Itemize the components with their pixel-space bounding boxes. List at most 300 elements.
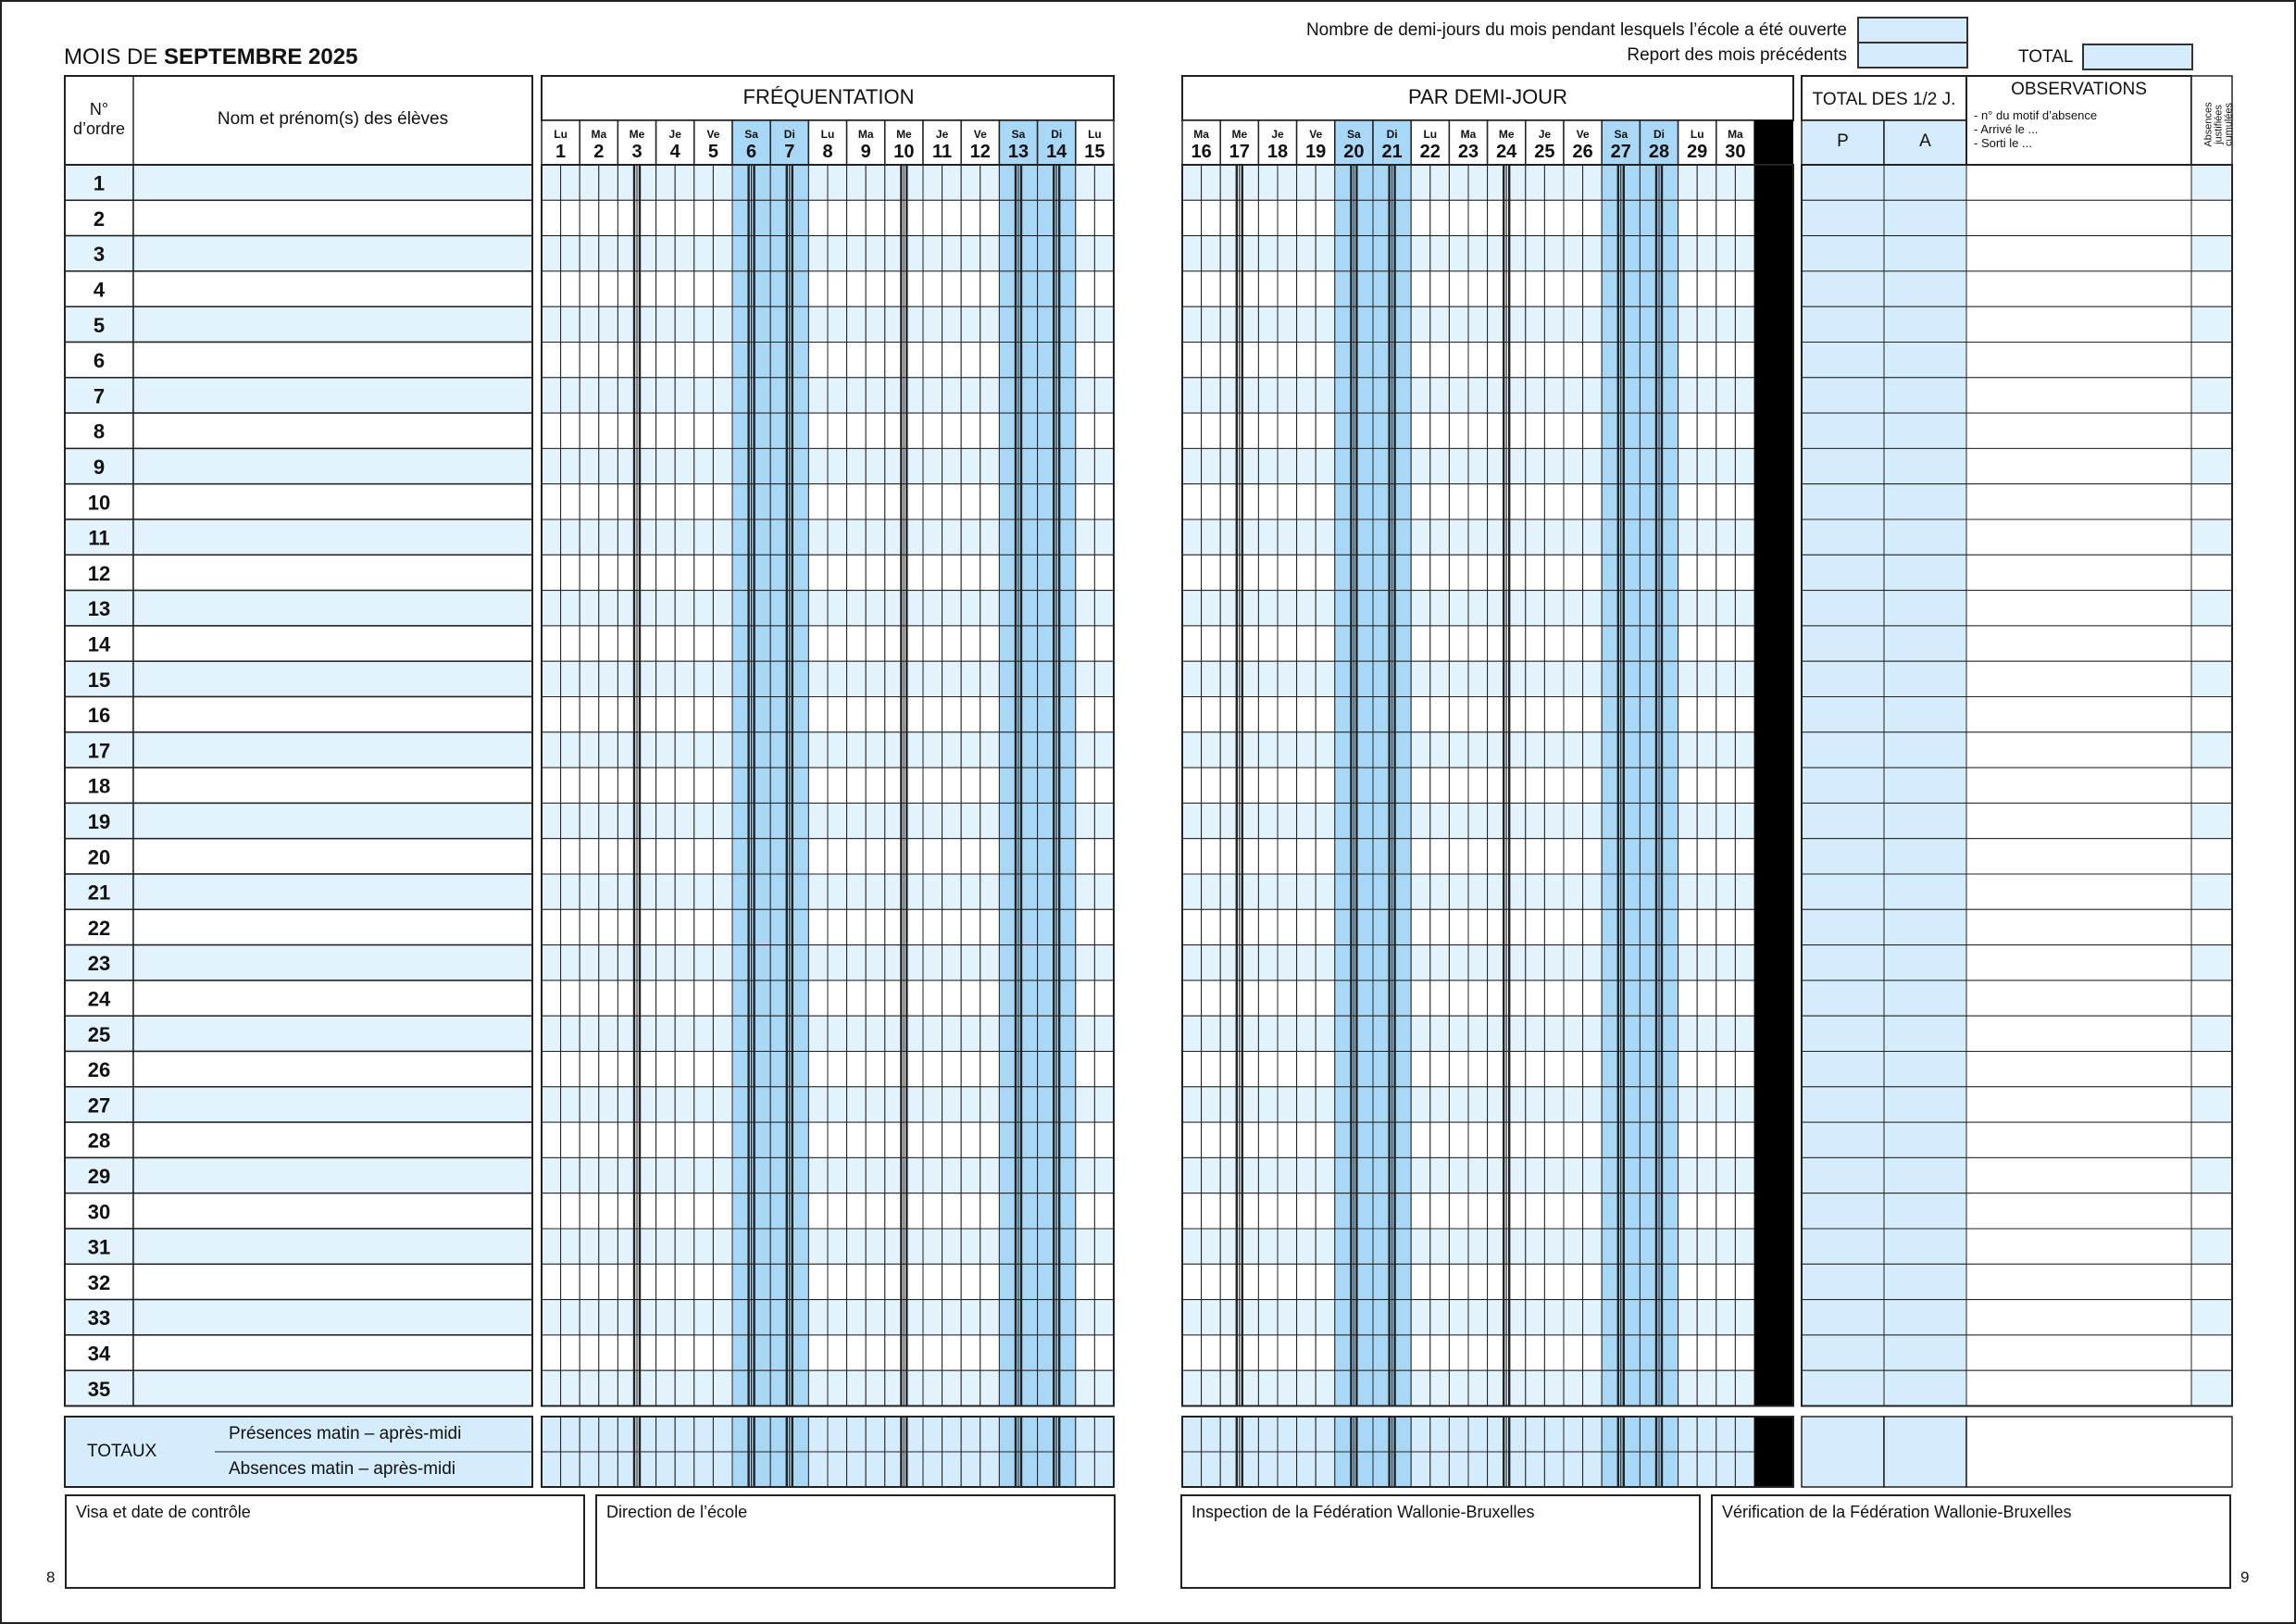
- halfday-cell-pm[interactable]: [599, 909, 618, 944]
- halfday-cell-pm[interactable]: [1583, 165, 1603, 200]
- halfday-cell-pm[interactable]: [1544, 697, 1564, 732]
- halfday-cell-am[interactable]: [808, 1370, 828, 1405]
- halfday-cell-am[interactable]: [961, 839, 980, 874]
- halfday-cell-am[interactable]: [656, 981, 676, 1016]
- halfday-cell-pm[interactable]: [1544, 555, 1564, 590]
- halfday-cell-pm[interactable]: [1094, 661, 1114, 696]
- halfday-cell-pm[interactable]: [980, 661, 1000, 696]
- halfday-cell-am[interactable]: [542, 981, 561, 1016]
- halfday-cell-am[interactable]: [580, 484, 599, 519]
- justified-absence-cell[interactable]: [2191, 732, 2232, 768]
- halfday-cell-am[interactable]: [1182, 378, 1202, 413]
- halfday-cell-pm[interactable]: [1735, 1087, 1754, 1122]
- halfday-cell-am[interactable]: [1258, 1229, 1278, 1264]
- halfday-cell-am[interactable]: [961, 1229, 980, 1264]
- halfday-cell-pm[interactable]: [866, 803, 885, 838]
- halfday-cell-am[interactable]: [1411, 1052, 1430, 1087]
- halfday-cell-am[interactable]: [580, 1087, 599, 1122]
- halfday-cell-pm[interactable]: [713, 1335, 732, 1370]
- halfday-cell-am[interactable]: [694, 591, 714, 626]
- halfday-cell-am[interactable]: [808, 519, 828, 555]
- halfday-cell-pm[interactable]: [980, 1300, 1000, 1335]
- halfday-cell-am[interactable]: [1258, 732, 1278, 768]
- halfday-cell-am[interactable]: [1182, 591, 1202, 626]
- halfday-cell-pm[interactable]: [1316, 945, 1335, 981]
- halfday-cell-am[interactable]: [1076, 1087, 1095, 1122]
- halfday-cell-am[interactable]: [923, 981, 942, 1016]
- halfday-cell-am[interactable]: [1678, 1335, 1698, 1370]
- observation-cell[interactable]: [1966, 271, 2191, 306]
- halfday-cell-am[interactable]: [808, 165, 828, 200]
- halfday-cell-pm[interactable]: [1094, 519, 1114, 555]
- halfday-cell-pm[interactable]: [1430, 661, 1450, 696]
- halfday-cell-pm[interactable]: [1697, 945, 1716, 981]
- halfday-cell-am[interactable]: [1449, 378, 1468, 413]
- halfday-cell-pm[interactable]: [1544, 981, 1564, 1016]
- halfday-cell-pm[interactable]: [1468, 1157, 1488, 1193]
- halfday-cell-pm[interactable]: [828, 909, 847, 944]
- halfday-cell-pm[interactable]: [599, 839, 618, 874]
- halfday-cell-am[interactable]: [656, 626, 676, 661]
- halfday-cell-am[interactable]: [808, 945, 828, 981]
- halfday-cell-pm[interactable]: [599, 413, 618, 448]
- justified-absence-cell[interactable]: [2191, 200, 2232, 235]
- halfday-cell-am[interactable]: [847, 555, 867, 590]
- halfday-cell-am[interactable]: [1258, 236, 1278, 271]
- halfday-cell-am[interactable]: [580, 839, 599, 874]
- halfday-cell-am[interactable]: [847, 661, 867, 696]
- halfday-cell-pm[interactable]: [1468, 555, 1488, 590]
- halfday-cell-am[interactable]: [847, 343, 867, 378]
- halfday-cell-am[interactable]: [1182, 626, 1202, 661]
- halfday-cell-am[interactable]: [694, 555, 714, 590]
- halfday-cell-am[interactable]: [1716, 768, 1736, 803]
- halfday-cell-am[interactable]: [1716, 555, 1736, 590]
- halfday-cell-pm[interactable]: [1583, 591, 1603, 626]
- present-total-cell[interactable]: [1802, 519, 1884, 555]
- halfday-cell-am[interactable]: [1411, 413, 1430, 448]
- halfday-cell-am[interactable]: [694, 448, 714, 483]
- halfday-cell-pm[interactable]: [866, 555, 885, 590]
- halfday-cell-am[interactable]: [1076, 874, 1095, 909]
- student-name-cell[interactable]: [133, 165, 532, 200]
- halfday-cell-pm[interactable]: [1094, 555, 1114, 590]
- halfday-cell-am[interactable]: [1564, 1335, 1583, 1370]
- observation-cell[interactable]: [1966, 626, 2191, 661]
- halfday-cell-am[interactable]: [1678, 1264, 1698, 1299]
- halfday-cell-pm[interactable]: [1583, 378, 1603, 413]
- halfday-cell-pm[interactable]: [1278, 519, 1297, 555]
- halfday-cell-am[interactable]: [961, 1193, 980, 1229]
- halfday-cell-am[interactable]: [1076, 519, 1095, 555]
- halfday-cell-am[interactable]: [656, 1370, 676, 1405]
- observation-cell[interactable]: [1966, 200, 2191, 235]
- halfday-cell-pm[interactable]: [1468, 768, 1488, 803]
- justified-absence-cell[interactable]: [2191, 591, 2232, 626]
- halfday-cell-pm[interactable]: [866, 413, 885, 448]
- halfday-cell-pm[interactable]: [1430, 591, 1450, 626]
- halfday-cell-am[interactable]: [1716, 732, 1736, 768]
- justified-absence-cell[interactable]: [2191, 1264, 2232, 1299]
- halfday-cell-pm[interactable]: [713, 555, 732, 590]
- halfday-cell-pm[interactable]: [1544, 484, 1564, 519]
- halfday-cell-pm[interactable]: [1202, 1016, 1221, 1051]
- halfday-cell-pm[interactable]: [942, 236, 962, 271]
- absent-total-cell[interactable]: [1884, 909, 1966, 944]
- halfday-cell-pm[interactable]: [599, 1016, 618, 1051]
- halfday-cell-am[interactable]: [1526, 839, 1545, 874]
- halfday-cell-am[interactable]: [1564, 200, 1583, 235]
- halfday-cell-pm[interactable]: [1430, 1300, 1450, 1335]
- halfday-cell-pm[interactable]: [1278, 732, 1297, 768]
- halfday-cell-pm[interactable]: [1094, 981, 1114, 1016]
- halfday-cell-pm[interactable]: [561, 165, 580, 200]
- halfday-cell-am[interactable]: [923, 484, 942, 519]
- halfday-cell-pm[interactable]: [866, 343, 885, 378]
- halfday-cell-pm[interactable]: [1430, 165, 1450, 200]
- justified-absence-cell[interactable]: [2191, 626, 2232, 661]
- halfday-cell-pm[interactable]: [1735, 306, 1754, 342]
- halfday-cell-pm[interactable]: [1697, 909, 1716, 944]
- justified-absence-cell[interactable]: [2191, 1052, 2232, 1087]
- halfday-cell-pm[interactable]: [713, 413, 732, 448]
- student-name-cell[interactable]: [133, 697, 532, 732]
- absent-total-cell[interactable]: [1884, 271, 1966, 306]
- present-total-cell[interactable]: [1802, 803, 1884, 838]
- halfday-cell-am[interactable]: [1564, 1264, 1583, 1299]
- halfday-cell-am[interactable]: [1182, 236, 1202, 271]
- halfday-cell-pm[interactable]: [1094, 626, 1114, 661]
- student-name-cell[interactable]: [133, 1087, 532, 1122]
- halfday-cell-am[interactable]: [1678, 874, 1698, 909]
- halfday-cell-pm[interactable]: [828, 1335, 847, 1370]
- halfday-cell-am[interactable]: [1076, 1300, 1095, 1335]
- halfday-cell-am[interactable]: [923, 839, 942, 874]
- halfday-cell-am[interactable]: [847, 874, 867, 909]
- halfday-cell-am[interactable]: [580, 236, 599, 271]
- halfday-cell-am[interactable]: [1449, 200, 1468, 235]
- present-total-cell[interactable]: [1802, 768, 1884, 803]
- halfday-cell-pm[interactable]: [980, 945, 1000, 981]
- halfday-cell-pm[interactable]: [599, 591, 618, 626]
- halfday-cell-am[interactable]: [1678, 661, 1698, 696]
- student-name-cell[interactable]: [133, 1370, 532, 1405]
- halfday-cell-am[interactable]: [580, 1300, 599, 1335]
- halfday-cell-pm[interactable]: [1544, 874, 1564, 909]
- halfday-cell-pm[interactable]: [1697, 626, 1716, 661]
- halfday-cell-am[interactable]: [961, 732, 980, 768]
- halfday-cell-pm[interactable]: [1544, 343, 1564, 378]
- halfday-cell-am[interactable]: [1678, 200, 1698, 235]
- halfday-cell-am[interactable]: [694, 236, 714, 271]
- halfday-cell-am[interactable]: [542, 1193, 561, 1229]
- halfday-cell-am[interactable]: [1678, 448, 1698, 483]
- halfday-cell-pm[interactable]: [866, 1335, 885, 1370]
- halfday-cell-pm[interactable]: [599, 768, 618, 803]
- halfday-cell-pm[interactable]: [1430, 306, 1450, 342]
- halfday-cell-am[interactable]: [1076, 413, 1095, 448]
- halfday-cell-pm[interactable]: [561, 306, 580, 342]
- halfday-cell-pm[interactable]: [866, 945, 885, 981]
- halfday-cell-pm[interactable]: [713, 732, 732, 768]
- halfday-cell-am[interactable]: [961, 874, 980, 909]
- halfday-cell-am[interactable]: [1449, 1016, 1468, 1051]
- present-total-cell[interactable]: [1802, 1157, 1884, 1193]
- halfday-cell-am[interactable]: [1716, 519, 1736, 555]
- justified-absence-cell[interactable]: [2191, 271, 2232, 306]
- halfday-cell-pm[interactable]: [1430, 1016, 1450, 1051]
- halfday-cell-pm[interactable]: [1430, 909, 1450, 944]
- halfday-cell-am[interactable]: [580, 1335, 599, 1370]
- halfday-cell-am[interactable]: [847, 1122, 867, 1157]
- halfday-cell-pm[interactable]: [1583, 732, 1603, 768]
- observation-cell[interactable]: [1966, 1087, 2191, 1122]
- halfday-cell-am[interactable]: [1258, 448, 1278, 483]
- halfday-cell-pm[interactable]: [1468, 697, 1488, 732]
- halfday-cell-am[interactable]: [1258, 768, 1278, 803]
- halfday-cell-pm[interactable]: [1094, 1087, 1114, 1122]
- halfday-cell-pm[interactable]: [828, 1052, 847, 1087]
- halfday-cell-am[interactable]: [808, 909, 828, 944]
- halfday-cell-am[interactable]: [656, 165, 676, 200]
- halfday-cell-am[interactable]: [1526, 519, 1545, 555]
- halfday-cell-pm[interactable]: [713, 271, 732, 306]
- student-name-cell[interactable]: [133, 839, 532, 874]
- halfday-cell-pm[interactable]: [980, 378, 1000, 413]
- halfday-cell-am[interactable]: [923, 1335, 942, 1370]
- halfday-cell-am[interactable]: [542, 732, 561, 768]
- halfday-cell-am[interactable]: [1678, 343, 1698, 378]
- halfday-cell-pm[interactable]: [828, 1229, 847, 1264]
- halfday-cell-pm[interactable]: [713, 200, 732, 235]
- halfday-cell-pm[interactable]: [675, 484, 694, 519]
- halfday-cell-am[interactable]: [808, 803, 828, 838]
- present-total-cell[interactable]: [1802, 1193, 1884, 1229]
- student-name-cell[interactable]: [133, 591, 532, 626]
- halfday-cell-pm[interactable]: [1202, 271, 1221, 306]
- halfday-cell-am[interactable]: [694, 1016, 714, 1051]
- halfday-cell-am[interactable]: [808, 413, 828, 448]
- halfday-cell-am[interactable]: [542, 1370, 561, 1405]
- halfday-cell-am[interactable]: [923, 236, 942, 271]
- observation-cell[interactable]: [1966, 1370, 2191, 1405]
- justified-absence-cell[interactable]: [2191, 448, 2232, 483]
- halfday-cell-pm[interactable]: [1094, 448, 1114, 483]
- halfday-cell-pm[interactable]: [599, 1370, 618, 1405]
- halfday-cell-pm[interactable]: [1094, 484, 1114, 519]
- halfday-cell-pm[interactable]: [828, 1157, 847, 1193]
- halfday-cell-am[interactable]: [1297, 661, 1316, 696]
- halfday-cell-am[interactable]: [1564, 448, 1583, 483]
- halfday-cell-am[interactable]: [1716, 413, 1736, 448]
- halfday-cell-am[interactable]: [847, 768, 867, 803]
- halfday-cell-am[interactable]: [1258, 165, 1278, 200]
- halfday-cell-am[interactable]: [542, 1264, 561, 1299]
- halfday-cell-am[interactable]: [1564, 803, 1583, 838]
- halfday-cell-am[interactable]: [847, 165, 867, 200]
- halfday-cell-pm[interactable]: [599, 236, 618, 271]
- halfday-cell-pm[interactable]: [1316, 909, 1335, 944]
- halfday-cell-pm[interactable]: [1202, 839, 1221, 874]
- halfday-cell-pm[interactable]: [1468, 448, 1488, 483]
- halfday-cell-am[interactable]: [1716, 1087, 1736, 1122]
- halfday-cell-pm[interactable]: [1202, 1335, 1221, 1370]
- halfday-cell-am[interactable]: [580, 661, 599, 696]
- observation-cell[interactable]: [1966, 945, 2191, 981]
- halfday-cell-pm[interactable]: [561, 697, 580, 732]
- present-total-cell[interactable]: [1802, 1122, 1884, 1157]
- student-name-cell[interactable]: [133, 1016, 532, 1051]
- halfday-cell-am[interactable]: [923, 413, 942, 448]
- halfday-cell-pm[interactable]: [1278, 874, 1297, 909]
- halfday-cell-pm[interactable]: [1278, 1193, 1297, 1229]
- halfday-cell-am[interactable]: [1076, 271, 1095, 306]
- halfday-cell-pm[interactable]: [1468, 909, 1488, 944]
- halfday-cell-am[interactable]: [1297, 1370, 1316, 1405]
- halfday-cell-pm[interactable]: [980, 1264, 1000, 1299]
- halfday-cell-pm[interactable]: [980, 1016, 1000, 1051]
- halfday-cell-pm[interactable]: [1094, 1264, 1114, 1299]
- halfday-cell-am[interactable]: [580, 803, 599, 838]
- halfday-cell-am[interactable]: [1182, 732, 1202, 768]
- halfday-cell-pm[interactable]: [675, 591, 694, 626]
- halfday-cell-pm[interactable]: [1278, 661, 1297, 696]
- halfday-cell-am[interactable]: [580, 626, 599, 661]
- halfday-cell-pm[interactable]: [942, 1193, 962, 1229]
- halfday-cell-am[interactable]: [694, 271, 714, 306]
- halfday-cell-pm[interactable]: [599, 1229, 618, 1264]
- halfday-cell-pm[interactable]: [675, 555, 694, 590]
- halfday-cell-am[interactable]: [1258, 343, 1278, 378]
- halfday-cell-am[interactable]: [847, 1052, 867, 1087]
- halfday-cell-pm[interactable]: [1202, 1264, 1221, 1299]
- halfday-cell-pm[interactable]: [942, 697, 962, 732]
- halfday-cell-pm[interactable]: [1468, 1122, 1488, 1157]
- halfday-cell-am[interactable]: [1182, 981, 1202, 1016]
- halfday-cell-am[interactable]: [1526, 768, 1545, 803]
- halfday-cell-am[interactable]: [961, 626, 980, 661]
- halfday-cell-pm[interactable]: [980, 1052, 1000, 1087]
- halfday-cell-am[interactable]: [1564, 1122, 1583, 1157]
- halfday-cell-pm[interactable]: [1202, 1193, 1221, 1229]
- halfday-cell-pm[interactable]: [675, 200, 694, 235]
- halfday-cell-am[interactable]: [694, 945, 714, 981]
- halfday-cell-pm[interactable]: [1094, 343, 1114, 378]
- halfday-cell-pm[interactable]: [828, 165, 847, 200]
- halfday-cell-am[interactable]: [542, 1229, 561, 1264]
- halfday-cell-pm[interactable]: [1468, 236, 1488, 271]
- halfday-cell-pm[interactable]: [1430, 945, 1450, 981]
- halfday-cell-pm[interactable]: [599, 1122, 618, 1157]
- halfday-cell-am[interactable]: [542, 165, 561, 200]
- halfday-cell-pm[interactable]: [980, 626, 1000, 661]
- halfday-cell-am[interactable]: [1297, 484, 1316, 519]
- halfday-cell-pm[interactable]: [561, 1229, 580, 1264]
- halfday-cell-pm[interactable]: [1544, 200, 1564, 235]
- present-total-cell[interactable]: [1802, 732, 1884, 768]
- halfday-cell-pm[interactable]: [942, 909, 962, 944]
- halfday-cell-am[interactable]: [1526, 236, 1545, 271]
- halfday-cell-am[interactable]: [1182, 874, 1202, 909]
- absent-total-cell[interactable]: [1884, 555, 1966, 590]
- halfday-cell-pm[interactable]: [1544, 1193, 1564, 1229]
- halfday-cell-am[interactable]: [961, 909, 980, 944]
- halfday-cell-pm[interactable]: [1544, 413, 1564, 448]
- halfday-cell-pm[interactable]: [1544, 519, 1564, 555]
- halfday-cell-pm[interactable]: [942, 732, 962, 768]
- halfday-cell-am[interactable]: [580, 1264, 599, 1299]
- halfday-cell-pm[interactable]: [1278, 591, 1297, 626]
- halfday-cell-pm[interactable]: [1544, 1157, 1564, 1193]
- halfday-cell-pm[interactable]: [980, 1157, 1000, 1193]
- halfday-cell-pm[interactable]: [1468, 803, 1488, 838]
- halfday-cell-pm[interactable]: [828, 271, 847, 306]
- halfday-cell-pm[interactable]: [1468, 343, 1488, 378]
- observation-cell[interactable]: [1966, 1122, 2191, 1157]
- halfday-cell-am[interactable]: [580, 1370, 599, 1405]
- halfday-cell-am[interactable]: [961, 1122, 980, 1157]
- halfday-cell-pm[interactable]: [1202, 200, 1221, 235]
- halfday-cell-am[interactable]: [847, 1087, 867, 1122]
- halfday-cell-pm[interactable]: [1316, 626, 1335, 661]
- halfday-cell-pm[interactable]: [1278, 1264, 1297, 1299]
- halfday-cell-am[interactable]: [1182, 1264, 1202, 1299]
- halfday-cell-am[interactable]: [961, 661, 980, 696]
- halfday-cell-am[interactable]: [961, 448, 980, 483]
- halfday-cell-am[interactable]: [1258, 484, 1278, 519]
- halfday-cell-pm[interactable]: [1316, 271, 1335, 306]
- halfday-cell-pm[interactable]: [1697, 1300, 1716, 1335]
- observation-cell[interactable]: [1966, 1016, 2191, 1051]
- halfday-cell-am[interactable]: [847, 484, 867, 519]
- present-total-cell[interactable]: [1802, 448, 1884, 483]
- halfday-cell-pm[interactable]: [1430, 1122, 1450, 1157]
- halfday-cell-pm[interactable]: [1430, 1157, 1450, 1193]
- halfday-cell-pm[interactable]: [1094, 697, 1114, 732]
- halfday-cell-am[interactable]: [1449, 1087, 1468, 1122]
- halfday-cell-pm[interactable]: [1430, 448, 1450, 483]
- halfday-cell-am[interactable]: [1716, 236, 1736, 271]
- halfday-cell-pm[interactable]: [1735, 591, 1754, 626]
- absent-total-cell[interactable]: [1884, 306, 1966, 342]
- halfday-cell-am[interactable]: [1526, 591, 1545, 626]
- student-name-cell[interactable]: [133, 1122, 532, 1157]
- halfday-cell-am[interactable]: [1564, 519, 1583, 555]
- halfday-cell-am[interactable]: [580, 555, 599, 590]
- halfday-cell-am[interactable]: [1076, 661, 1095, 696]
- halfday-cell-pm[interactable]: [1583, 803, 1603, 838]
- halfday-cell-pm[interactable]: [1278, 1016, 1297, 1051]
- halfday-cell-am[interactable]: [1258, 1193, 1278, 1229]
- student-name-cell[interactable]: [133, 909, 532, 944]
- halfday-cell-am[interactable]: [1716, 697, 1736, 732]
- halfday-cell-am[interactable]: [656, 200, 676, 235]
- halfday-cell-am[interactable]: [923, 1264, 942, 1299]
- halfday-cell-pm[interactable]: [599, 484, 618, 519]
- halfday-cell-am[interactable]: [1258, 519, 1278, 555]
- halfday-cell-am[interactable]: [1449, 732, 1468, 768]
- halfday-cell-am[interactable]: [542, 1052, 561, 1087]
- halfday-cell-pm[interactable]: [1202, 1122, 1221, 1157]
- halfday-cell-am[interactable]: [923, 1122, 942, 1157]
- halfday-cell-pm[interactable]: [1544, 909, 1564, 944]
- halfday-cell-pm[interactable]: [599, 165, 618, 200]
- halfday-cell-pm[interactable]: [942, 839, 962, 874]
- halfday-cell-pm[interactable]: [866, 874, 885, 909]
- present-total-cell[interactable]: [1802, 343, 1884, 378]
- halfday-cell-pm[interactable]: [1697, 165, 1716, 200]
- halfday-cell-pm[interactable]: [1094, 1229, 1114, 1264]
